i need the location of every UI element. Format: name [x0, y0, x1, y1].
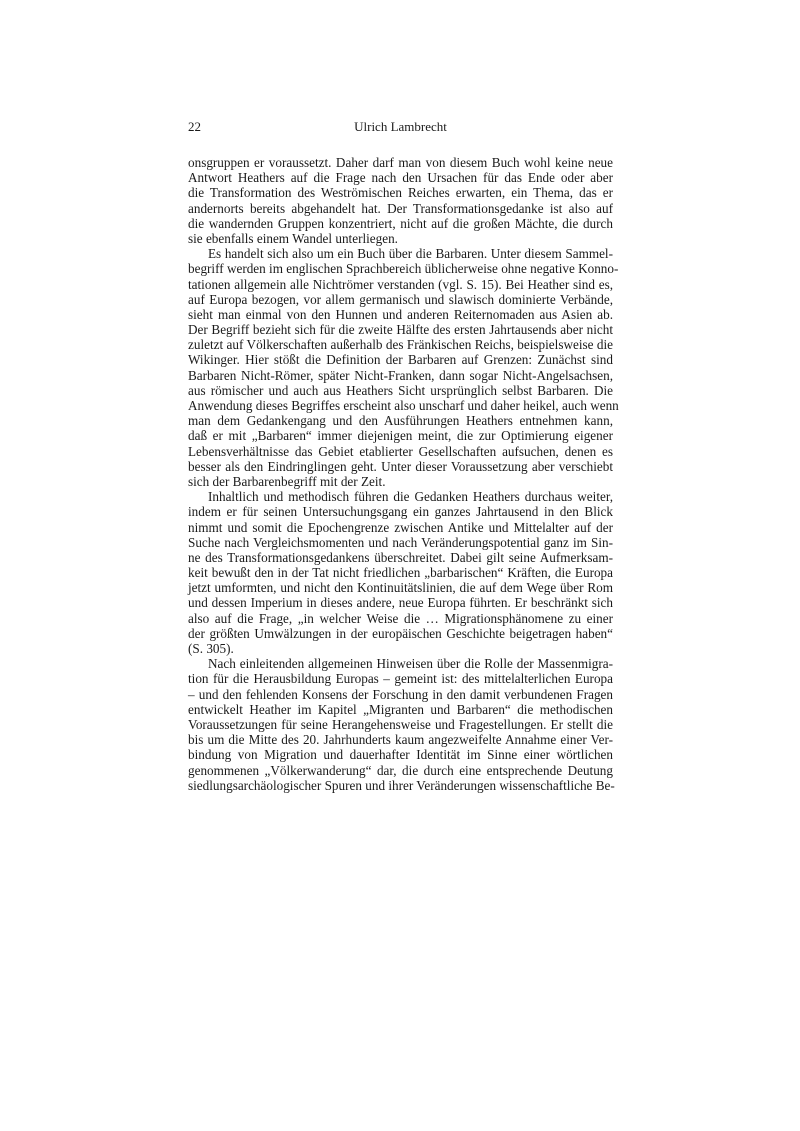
text-line: sich der Barbarenbegriff mit der Zeit. — [188, 473, 386, 489]
text-line: daß er mit „Barbaren“ immer diejenigen meint, die zur Optimierung eigener — [188, 428, 613, 444]
text-line: Inhaltlich und methodisch führen die Gedanken Heathers durchaus weiter, — [208, 489, 613, 505]
text-line: und dessen Imperium in dieses andere, neue Europa führten. Er beschränkt sich — [188, 595, 613, 611]
text-line: (S. 305). — [188, 641, 234, 656]
text-line: sie ebenfalls einem Wandel unterliegen. — [188, 230, 398, 246]
text-line: die wandernden Gruppen konzentriert, nicht auf die großen Mächte, die durch — [188, 215, 613, 231]
text-line: also auf die Frage, „in welcher Weise die … Migrationsphänomene zu einer — [188, 610, 613, 626]
text-line: indem er für seinen Untersuchungsgang ein ganzes Jahrtausend in den Blick — [188, 504, 613, 520]
text-line: zuletzt auf Völkerschaften außerhalb des Fränkischen Reichs, beispielsweise die — [188, 337, 613, 353]
text-line: – und den fehlenden Konsens der Forschung in den damit verbundenen Fragen — [188, 686, 613, 702]
text-line: auf Europa bezogen, vor allem germanisch und slawisch dominierte Verbände, — [188, 291, 613, 307]
text-line: andernorts bereits abgehandelt hat. Der Transformationsgedanke ist also auf — [188, 200, 613, 216]
text-line: bis um die Mitte des 20. Jahrhunderts kaum angezweifelte Annahme einer Ver- — [188, 732, 613, 748]
text-line: die Transformation des Weströmischen Reiches erwarten, ein Thema, das er — [188, 185, 613, 201]
text-line: bindung von Migration und dauerhafter Identität im Sinne einer wörtlichen — [188, 747, 613, 763]
paragraph — [188, 155, 613, 246]
text-line: Barbaren Nicht-Römer, später Nicht-Franken, dann sogar Nicht-Angelsachsen, — [188, 367, 613, 383]
paragraph — [188, 656, 613, 793]
page-number: 22 — [188, 119, 201, 134]
text-line: genommenen „Völkerwanderung“ dar, die durch eine entsprechende Deutung — [188, 762, 613, 778]
text-line: Antwort Heathers auf die Frage nach den Ursachen für das Ende oder aber — [188, 170, 613, 186]
text-line: Anwendung dieses Begriffes erscheint also unscharf und daher heikel, auch wenn — [188, 398, 619, 413]
text-line: Nach einleitenden allgemeinen Hinweisen über die Rolle der Massenmigra- — [208, 656, 613, 672]
page-header — [188, 119, 613, 137]
running-title: Ulrich Lambrecht — [354, 119, 447, 134]
text-line: onsgruppen er voraussetzt. Daher darf man von diesem Buch wohl keine neue — [188, 155, 613, 170]
text-line: der größten Umwälzungen in der europäischen Geschichte beigetragen haben“ — [188, 625, 613, 641]
text-line: keit bewußt den in der Tat nicht friedlichen „barbarischen“ Kräften, die Europa — [188, 565, 613, 581]
text-line: tationen allgemein alle Nichtrömer verstanden (vgl. S. 15). Bei Heather sind es, — [188, 276, 613, 292]
text-line: Wikinger. Hier stößt die Definition der Barbaren auf Grenzen: Zunächst sind — [188, 352, 613, 368]
text-line: nimmt und somit die Epochengrenze zwischen Antike und Mittelalter auf der — [188, 519, 613, 535]
text-line: Es handelt sich also um ein Buch über die Barbaren. Unter diesem Sammel- — [208, 246, 613, 262]
text-line: ne des Transformationsgedankens überschreitet. Dabei gilt seine Aufmerksam- — [188, 549, 613, 565]
text-line: jetzt umformten, und nicht den Kontinuitätslinien, die auf dem Wege über Rom — [188, 580, 613, 596]
text-line: sieht man einmal von den Hunnen und anderen Reiternomaden aus Asien ab. — [188, 306, 613, 322]
body-text — [188, 155, 619, 793]
text-line: Voraussetzungen für seine Herangehensweise und Fragestellungen. Er stellt die — [188, 716, 613, 732]
text-line: Suche nach Vergleichsmomenten und nach Veränderungspotential ganz im Sin- — [188, 534, 613, 550]
text-line: Lebensverhältnisse das Gebiet etablierter Gesellschaften aufsuchen, denen es — [188, 443, 613, 459]
text-line: Der Begriff bezieht sich für die zweite Hälfte des ersten Jahrtausends aber nicht — [188, 322, 613, 338]
text-line: begriff werden im englischen Sprachbereich üblicherweise ohne negative Konno- — [188, 261, 619, 277]
text-line: besser als den Eindringlingen geht. Unter dieser Voraussetzung aber verschiebt — [188, 458, 613, 474]
text-line: entwickelt Heather im Kapitel „Migranten und Barbaren“ die methodischen — [188, 701, 613, 717]
paragraph — [188, 246, 619, 489]
text-line: siedlungsarchäologischer Spuren und ihrer Veränderungen wissenschaftliche Be- — [188, 777, 615, 793]
text-line: aus römischer und auch aus Heathers Sicht ursprünglich selbst Barbaren. Die — [188, 382, 613, 398]
paragraph — [188, 489, 613, 656]
text-line: man dem Gedankengang und den Ausführungen Heathers entnehmen kann, — [188, 413, 613, 429]
text-line: tion für die Herausbildung Europas – gemeint ist: des mittelalterlichen Europa — [188, 671, 613, 687]
